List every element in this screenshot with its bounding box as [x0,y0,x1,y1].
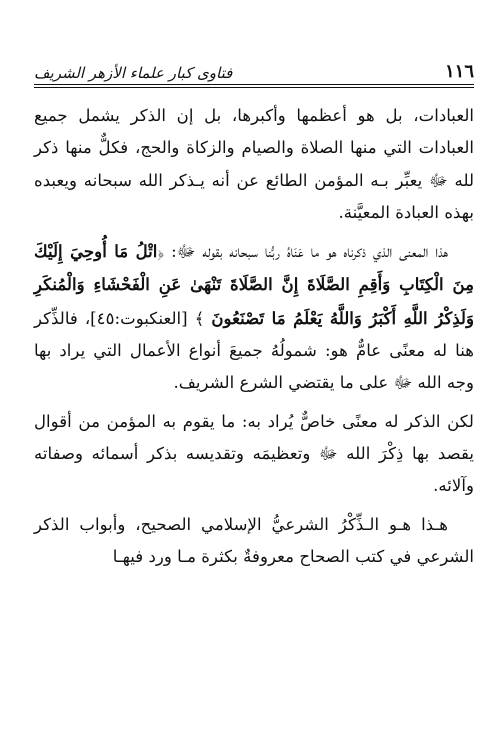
paragraph-3: لكن الذكر له معنًى خاصٌّ يُراد به: ما يقوم به المؤمن من أقوال يقصد بها ذِكْرَ الله ﷻ وتعظيمَه وتقديسه بذكر أسمائه وصفاته وآلائه. [34,411,474,496]
paragraph-2-intro: هذا المعنى الذي ذكرناه هو ما عَنَاهُ ربُّنا سبحانه بقوله ﷻ: ﴿ [157,242,448,262]
running-header [34,58,474,82]
header-rule-thin [34,87,474,88]
header-rule [34,84,474,85]
book-title: فتاوى كبار علماء الأزهر الشريف [34,64,233,82]
paragraph-1: العبادات، بل هو أعظمها وأكبرها، بل إن الذكر يشمل جميع العبادات التي منها الصلاة والصيام والزكاة والحج، فكلٌّ منها ذكر لله ﷻ يعبِّر بـه المؤمن الطائع عن أنه يـذكر الله سبحانه ويعبده بهذه العبادة المعيَّنة. [34,106,474,222]
paragraph-4: هـذا هـو الـذِّكْرُ الشرعيُّ الإسلامي الصحيح، وأبواب الذكر الشرعي في كتب الصحاح معروفةٌ بكثرة مـا ورد فيهـا [34,514,474,566]
paragraph-2-outro: ﴾ [العنكبوت:٤٥]، فالذِّكر هنا له معنًى عامٌّ هو: شمولُهُ جميعَ أنواع الأعمال التي يراد بها وجه الله ﷻ على ما يقتضي الشرع الشريف. [34,308,474,393]
page-number: ١١٦ [444,61,474,82]
body-text [34,100,474,573]
paragraph-2 [34,235,474,399]
quran-verse: اتْلُ مَا أُوحِيَ إِلَيْكَ مِنَ الْكِتَابِ وَأَقِمِ الصَّلَاةَ إِنَّ الصَّلَاةَ تَنْهَىٰ عَنِ الْفَحْشَاءِ وَالْمُنكَرِ وَلَذِكْرُ اللَّهِ أَكْبَرُ وَاللَّهُ يَعْلَمُ مَا تَصْنَعُونَ [34,241,475,328]
